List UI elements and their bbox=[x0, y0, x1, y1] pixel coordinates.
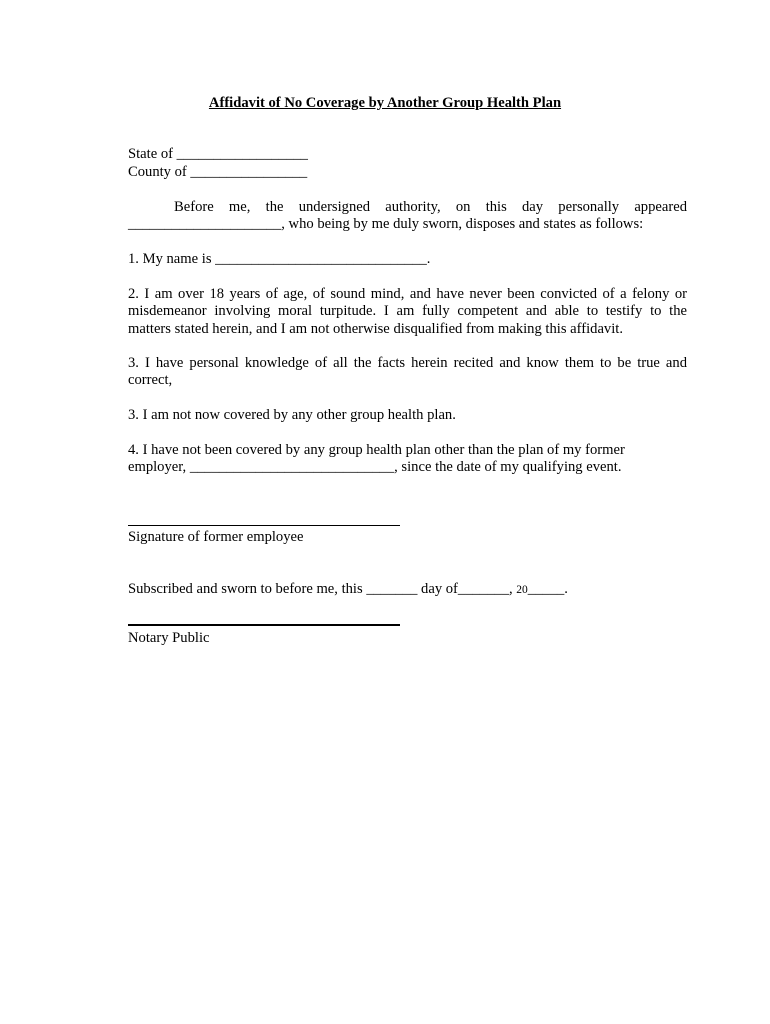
notary-signature-line bbox=[128, 624, 400, 626]
document-title: Affidavit of No Coverage by Another Group Health Plan bbox=[208, 95, 562, 111]
intro-line-1 bbox=[128, 199, 687, 216]
item-4-paragraph bbox=[128, 442, 687, 477]
notary-label: Notary Public bbox=[128, 630, 210, 646]
item-2-paragraph bbox=[128, 286, 687, 338]
item-2-line-3: matters stated herein, and I am not otherwise disqualified from making this affidavit. bbox=[128, 320, 623, 337]
item-2-line-2: misdemeanor involving moral turpitude. I am fully competent and able to testify to the bbox=[128, 303, 687, 320]
item-4-line-2: employer, ____________________________, since the date of my qualifying event. bbox=[128, 459, 622, 476]
item-3a-line-1: 3. I have personal knowledge of all the facts herein recited and know them to be true and bbox=[128, 355, 687, 371]
intro-line-1-text: Before me, the undersigned authority, on this day personally appeared bbox=[174, 199, 687, 215]
item-3a-paragraph bbox=[128, 355, 687, 390]
subscribed-text: Subscribed and sworn to before me, this _______ day of_______, bbox=[128, 581, 517, 597]
item-3a-line-2: correct, bbox=[128, 372, 173, 389]
subscribed-year-prefix: 20 bbox=[516, 584, 528, 596]
intro-paragraph bbox=[128, 199, 687, 234]
intro-line-2: _____________________, who being by me duly sworn, disposes and states as follows: bbox=[128, 216, 644, 233]
signature-line bbox=[128, 525, 400, 526]
item-2-line-1: 2. I am over 18 years of age, of sound mind, and have never been convicted of a felony or bbox=[128, 286, 687, 302]
item-4-line-1: 4. I have not been covered by any group health plan other than the plan of my former bbox=[128, 442, 625, 458]
subscribed-line bbox=[128, 581, 568, 599]
subscribed-year-blank: _____. bbox=[527, 581, 568, 597]
item-1-name: 1. My name is _____________________________. bbox=[128, 251, 431, 267]
state-line: State of __________________ bbox=[128, 146, 308, 162]
county-line: County of ________________ bbox=[128, 164, 308, 180]
signature-label: Signature of former employee bbox=[128, 529, 304, 545]
item-3b-text: 3. I am not now covered by any other group health plan. bbox=[128, 407, 456, 423]
